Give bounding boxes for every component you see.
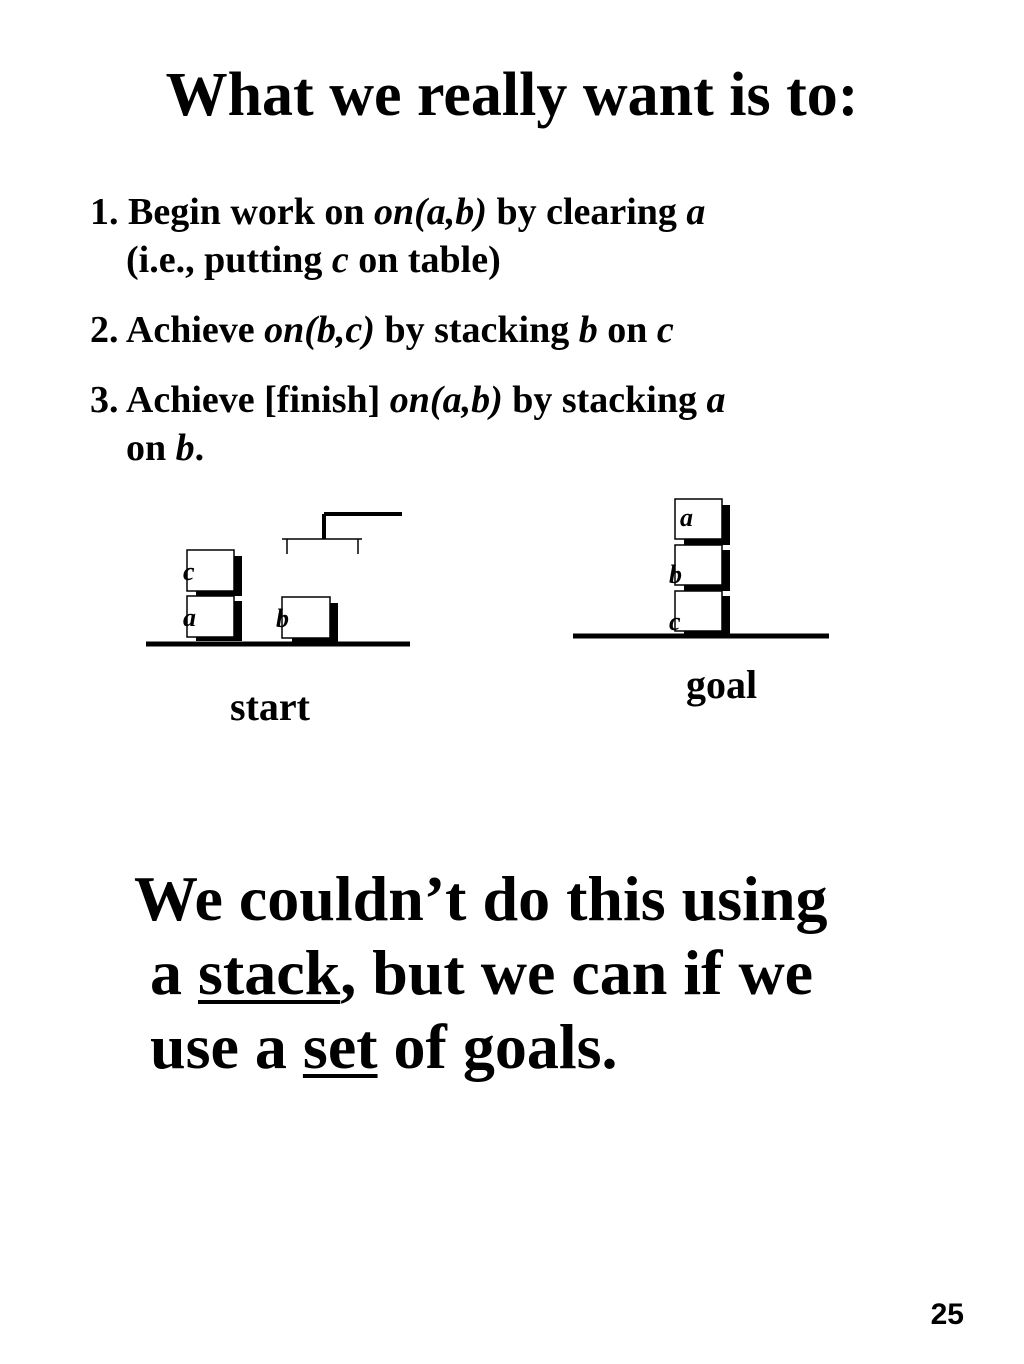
conclusion-text: a (150, 937, 182, 1008)
conclusion-line-2 (134, 936, 828, 1010)
step-block-name: a (706, 379, 726, 421)
conclusion-line-3 (134, 1010, 828, 1084)
start-configuration (146, 514, 410, 644)
block-label: c (669, 607, 681, 636)
conclusion-text: of goals. (393, 1011, 618, 1082)
step-number: 1. (90, 191, 119, 233)
step-text: Achieve [finish] (125, 379, 381, 421)
step-text: on (607, 309, 648, 351)
slide-title: What we really want is to: (165, 61, 859, 129)
start-block-b (276, 597, 338, 643)
step-predicate: on(a,b) (389, 379, 503, 421)
block-label: b (669, 560, 682, 589)
step-text: on table) (358, 239, 501, 281)
step-predicate: on(a,b) (373, 191, 487, 233)
step-number: 2. (90, 309, 119, 351)
block-label: b (276, 604, 289, 633)
step-text: by stacking (384, 309, 570, 351)
start-block-a (183, 596, 242, 641)
step-number: 3. (90, 379, 119, 421)
step-text: by clearing (496, 191, 677, 233)
step-text: Achieve (125, 309, 255, 351)
step-text: by stacking (512, 379, 698, 421)
robot-gripper (282, 514, 402, 554)
goal-block-a (675, 499, 730, 545)
goal-block-b (669, 545, 730, 591)
page-number: 25 (930, 1298, 964, 1331)
conclusion-text: use a (150, 1011, 287, 1082)
stack-term: stack (198, 937, 341, 1008)
start-block-c (183, 550, 242, 596)
block-label: a (680, 503, 693, 532)
step-text: . (194, 427, 205, 469)
goal-configuration (573, 499, 829, 636)
step-block-name: c (331, 239, 349, 281)
block-label: c (183, 557, 195, 586)
goal-caption: goal (686, 662, 758, 707)
goal-block-c (669, 591, 730, 636)
block-label: a (183, 603, 196, 632)
conclusion-text (134, 862, 828, 1084)
step-block-name: b (578, 309, 598, 351)
set-term: set (302, 1011, 378, 1082)
step-block-name: b (175, 427, 195, 469)
conclusion-text: , but we can if we (340, 937, 814, 1008)
step-block-name: a (686, 191, 706, 233)
step-block-name: c (656, 309, 674, 351)
step-text: Begin work on (128, 191, 365, 233)
step-predicate: on(b,c) (264, 309, 375, 351)
conclusion-line-1: We couldn’t do this using (134, 863, 828, 934)
step-text: (i.e., putting (126, 239, 323, 281)
step-text: on (126, 427, 167, 469)
start-caption: start (230, 684, 310, 729)
